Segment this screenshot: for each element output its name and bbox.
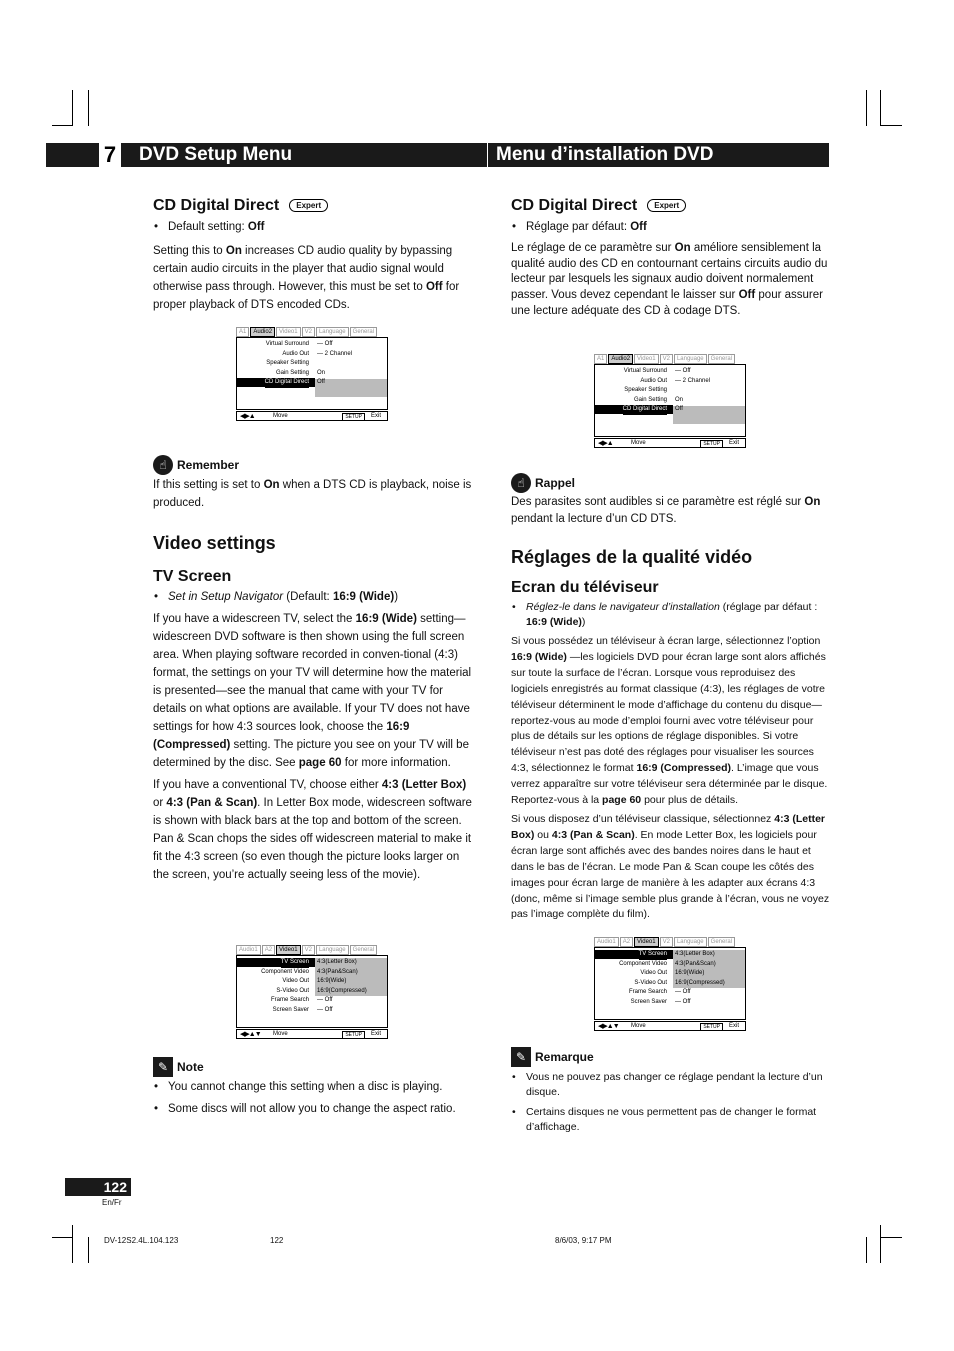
expert-badge: Expert: [647, 199, 686, 212]
header-bar-fr: [488, 143, 829, 167]
remember-title: Remember: [177, 458, 240, 472]
osd-row-label: Audio Out: [640, 377, 667, 384]
osd-tab: V2: [660, 354, 673, 364]
osd-video-screen-fr: [594, 937, 746, 1031]
osd-row: [595, 950, 745, 960]
osd-row-value: On: [317, 369, 326, 376]
osd-row: [237, 1006, 387, 1016]
osd-row: [237, 968, 387, 978]
osd-setup-key: SETUP: [342, 413, 365, 421]
osd-tab: Audio1: [236, 945, 261, 955]
note-title: Note: [177, 1060, 204, 1074]
osd-row-label: TV Screen: [639, 950, 667, 960]
crop-mark: [88, 90, 89, 126]
osd-row-label: Virtual Surround: [623, 368, 667, 374]
osd-row-value: 4:3(Letter Box): [675, 951, 715, 957]
osd-body: [594, 364, 746, 437]
osd-row-value: 16:9(Compressed): [675, 979, 725, 986]
osd-tab: General: [350, 327, 377, 337]
osd-footer: [594, 1021, 746, 1031]
cd-digital-direct-heading-en: [153, 197, 473, 215]
default-value: Off: [247, 221, 265, 233]
osd-tab: A2: [620, 937, 633, 947]
osd-tabs: [594, 354, 746, 364]
heading-text: CD Digital Direct: [511, 197, 638, 214]
osd-tab: General: [708, 937, 735, 947]
video-settings-heading-en: Video settings: [153, 533, 276, 553]
default-setting-fr: [511, 219, 831, 236]
osd-row-label: CD Digital Direct: [265, 378, 309, 388]
osd-row-value: — Off: [317, 341, 333, 347]
default-label: Réglage par défaut:: [526, 221, 631, 233]
crop-mark: [880, 1237, 902, 1238]
remarque-heading: [511, 1047, 833, 1067]
osd-footer: [236, 411, 388, 421]
crop-mark: [52, 125, 73, 126]
tv-bullet-fr: • Réglez-le dans le navigateur d’installation (réglage par défaut : 16:9 (Wide)): [511, 600, 831, 630]
page-title-fr: Menu d’installation DVD: [496, 144, 714, 165]
osd-row-value: Off: [675, 406, 683, 413]
rappel-icon: ☝: [511, 473, 531, 493]
osd-tab: Language: [316, 327, 349, 337]
osd-row: [237, 340, 387, 350]
osd-row: [595, 988, 745, 998]
osd-move-label: Move: [631, 440, 646, 446]
note-pencil-icon: ✎: [153, 1057, 173, 1077]
osd-row: [595, 377, 745, 387]
osd-row: [237, 987, 387, 997]
remember-text: If this setting is set to On when a DTS CD is playback, noise is produced.: [153, 479, 472, 509]
osd-row: [595, 396, 745, 406]
osd-row-label: Gain Setting: [275, 369, 309, 376]
osd-row-label: Speaker Setting: [624, 387, 667, 394]
arrow-keys-icon: ◀▶▲▼: [240, 1031, 261, 1038]
osd-tab: V2: [660, 937, 673, 947]
osd-row-value: — Off: [317, 1007, 333, 1013]
heading-text: CD Digital Direct: [153, 197, 280, 214]
osd-row-value: On: [675, 396, 684, 403]
cd-paragraph-fr: Le réglage de ce paramètre sur On améliore sensiblement la qualité audio des CD en contournant certains circuits audio du lecteur par lesquels les signaux audio doivent normalement passer. Vous devez cependant le laisser sur Off pour assurer une lecture adéquate des CD à codage DTS.: [511, 242, 828, 317]
osd-row-label: S-Video Out: [276, 987, 309, 994]
osd-tab: A2: [262, 945, 275, 955]
tv-paragraph-1-en: If you have a widescreen TV, select the 16:9 (Wide) setting—widescreen DVD software is then shown using the full screen area. When playing software recorded in conven-tional (4:3) format, the settings on your TV will determine how the material is presented—see the manual that came with your TV for details on what options are available. If your TV does not have settings for how 4:3 sources look, choose the 16:9 (Compressed) setting. The picture you see on your TV will be determined by the disc. See page 60 for more information.: [153, 613, 472, 769]
osd-footer: [236, 1029, 388, 1039]
osd-row: [237, 977, 387, 987]
osd-tab: A1: [236, 327, 249, 337]
osd-setup-key: SETUP: [342, 1031, 365, 1039]
note-item: • You cannot change this setting when a disc is playing.: [153, 1079, 473, 1096]
osd-tab: Audio2: [608, 354, 633, 364]
osd-move-label: Move: [631, 1023, 646, 1029]
page-code: 122: [270, 1236, 284, 1245]
osd-tabs: [236, 327, 388, 337]
tv-screen-heading-en: TV Screen: [153, 568, 232, 585]
crop-mark: [880, 125, 902, 126]
remember-heading: [153, 455, 473, 475]
page-number: 122: [103, 1179, 127, 1195]
cd-digital-direct-heading-fr: [511, 197, 831, 215]
tv-paragraph-2-fr: Si vous disposez d’un téléviseur classique, sélectionnez 4:3 (Letter Box) ou 4:3 (Pan & Scan). En mode Letter Box, les logiciels pour écran large sont affichés avec des bandes noires dans le haut et dans le bas de l’écran. Le mode Pan & Scan coupe les côtés des images pour écran large de manière à les adapter aux écrans 4:3 (donc, même si l’image semble plus grande à l’écran, vous ne voyez pas l’image complète du film).: [511, 812, 830, 921]
osd-row-label: Frame Search: [270, 997, 309, 1004]
osd-row: [237, 378, 387, 388]
note-item: • Vous ne pouvez pas changer ce réglage pendant la lecture d’un disque.: [511, 1070, 833, 1100]
crop-mark: [880, 90, 881, 126]
osd-row: [595, 367, 745, 377]
osd-tab: Audio1: [594, 937, 619, 947]
osd-footer: [594, 438, 746, 448]
osd-tab: V2: [302, 327, 315, 337]
osd-row-value: 4:3(Pan&Scan): [675, 960, 716, 967]
osd-row-value: 16:9(Wide): [675, 970, 705, 977]
osd-tab: General: [350, 945, 377, 955]
osd-row-value: — 2 Channel: [317, 350, 353, 357]
video-settings-heading-fr: Réglages de la qualité vidéo: [511, 547, 753, 567]
expert-badge: Expert: [289, 199, 328, 212]
osd-tab: Video1: [276, 945, 301, 955]
osd-row-label: CD Digital Direct: [623, 405, 667, 415]
osd-move-label: Move: [273, 413, 288, 419]
remember-icon: ☝: [153, 455, 173, 475]
osd-audio-screen-en: [236, 327, 388, 421]
osd-tab: Video1: [276, 327, 301, 337]
osd-row: [595, 998, 745, 1008]
osd-exit-label: Exit: [370, 413, 381, 419]
osd-row-value: Off: [317, 379, 325, 386]
print-timestamp: 8/6/03, 9:17 PM: [555, 1236, 612, 1245]
tv-bullet-en: • Set in Setup Navigator (Default: 16:9 (Wide)): [153, 589, 473, 606]
osd-video-screen-en: [236, 945, 388, 1039]
rappel-heading: [511, 473, 831, 493]
note-pencil-icon: ✎: [511, 1047, 531, 1067]
note-item: • Some discs will not allow you to change the aspect ratio.: [153, 1101, 473, 1118]
osd-row-value: — Off: [675, 999, 691, 1005]
osd-row-label: Virtual Surround: [265, 341, 309, 347]
osd-row-value: — Off: [675, 989, 691, 996]
default-value: Off: [630, 221, 647, 233]
language-code: En/Fr: [102, 1198, 122, 1207]
tv-paragraph-1-fr: Si vous possédez un téléviseur à écran large, sélectionnez l’option 16:9 (Wide) —les logiciels DVD pour écran large sont alors affichés sur toute la surface de l’écran. Lorsque vous reproduisez des logiciels enregistrés au format classique (4:3), les réglages de votre téléviseur déterminent le mode d’affichage du contenu du disque—reportez-vous au mode d’emploi fourni avec votre téléviseur pour plus de détails sur les options de réglage disponibles. Si votre téléviseur n’est pas doté des réglages pour visualiser les sources 4:3, sélectionnez le format 16:9 (Compressed). L’image que vous verrez apparaître sur votre téléviseur sera déterminée par le disque. Reportez-vous à la page 60 pour plus de détails.: [511, 635, 828, 807]
osd-row: [595, 405, 745, 415]
osd-row: [237, 359, 387, 369]
page-title-en: DVD Setup Menu: [139, 144, 293, 165]
osd-row-label: Component Video: [261, 968, 309, 975]
osd-tab: Language: [674, 354, 707, 364]
osd-tab: Language: [316, 945, 349, 955]
osd-setup-key: SETUP: [700, 1023, 723, 1031]
crop-mark: [880, 1225, 881, 1263]
osd-row-value: 4:3(Pan&Scan): [317, 968, 358, 975]
osd-row: [595, 969, 745, 979]
crop-mark: [72, 1225, 73, 1263]
osd-row-label: Speaker Setting: [266, 360, 309, 367]
osd-row-label: S-Video Out: [634, 979, 667, 986]
arrow-keys-icon: ◀▶▲: [598, 440, 613, 447]
default-setting-en: [153, 219, 473, 236]
rappel-title: Rappel: [535, 476, 576, 490]
osd-row-label: Screen Saver: [272, 1007, 309, 1013]
osd-tab: General: [708, 354, 735, 364]
osd-row-label: Video Out: [282, 978, 309, 985]
osd-row-value: — Off: [317, 997, 333, 1004]
crop-mark: [72, 90, 73, 126]
osd-row-label: Gain Setting: [633, 396, 667, 403]
osd-row: [595, 960, 745, 970]
osd-row: [237, 369, 387, 379]
osd-body: [236, 337, 388, 410]
osd-row-value: 16:9(Wide): [317, 978, 347, 985]
osd-setup-key: SETUP: [700, 440, 723, 448]
osd-row-label: Video Out: [640, 970, 667, 977]
osd-tab: Video1: [634, 937, 659, 947]
osd-tab: Video1: [634, 354, 659, 364]
osd-tab: V2: [302, 945, 315, 955]
osd-row-label: TV Screen: [281, 958, 309, 968]
osd-tab: Language: [674, 937, 707, 947]
osd-row-value: — 2 Channel: [675, 377, 711, 384]
page-number-box: [65, 1178, 131, 1196]
osd-row: [595, 979, 745, 989]
osd-exit-label: Exit: [728, 440, 739, 446]
note-heading: [153, 1057, 473, 1077]
note-item: • Certains disques ne vous permettent pas de changer le format d’affichage.: [511, 1105, 833, 1135]
osd-row: [237, 350, 387, 360]
chapter-number: 7: [99, 143, 121, 167]
arrow-keys-icon: ◀▶▲: [240, 413, 255, 420]
osd-body: [594, 947, 746, 1020]
osd-tab: A1: [594, 354, 607, 364]
rappel-text: Des parasites sont audibles si ce paramètre est réglé sur On pendant la lecture d’un CD DTS.: [511, 496, 821, 525]
osd-row-label: Audio Out: [282, 350, 309, 357]
doc-code: DV-12S2.4L.104.123: [104, 1236, 179, 1245]
crop-mark: [866, 90, 867, 126]
osd-row-label: Screen Saver: [630, 999, 667, 1005]
osd-tabs: [236, 945, 388, 955]
osd-row: [595, 386, 745, 396]
cd-paragraph-en: Setting this to On increases CD audio quality by bypassing certain audio circuits in the player that audio signal would otherwise pass through. However, this must be set to Off for proper playback of DTS encoded CDs.: [153, 245, 460, 311]
crop-mark: [88, 1237, 89, 1263]
osd-row-value: 4:3(Letter Box): [317, 959, 357, 965]
osd-row-value: — Off: [675, 368, 691, 374]
osd-audio-screen-fr: [594, 354, 746, 448]
tv-paragraph-2-en: If you have a conventional TV, choose either 4:3 (Letter Box) or 4:3 (Pan & Scan). In Letter Box mode, widescreen software is shown with black bars at the top and bottom of the screen. Pan & Scan chops the sides off widescreen material to make it fit the 4:3 screen (so even though the picture looks larger on the screen, you’re actually seeing less of the movie).: [153, 779, 472, 881]
remarque-title: Remarque: [535, 1050, 594, 1064]
osd-row-label: Component Video: [619, 960, 667, 967]
osd-row-value: 16:9(Compressed): [317, 987, 367, 994]
osd-row: [237, 958, 387, 968]
osd-tab: Audio2: [250, 327, 275, 337]
osd-body: [236, 955, 388, 1028]
arrow-keys-icon: ◀▶▲▼: [598, 1023, 619, 1030]
osd-exit-label: Exit: [728, 1023, 739, 1029]
tv-screen-heading-fr: Ecran du téléviseur: [511, 579, 659, 596]
osd-exit-label: Exit: [370, 1031, 381, 1037]
default-label: Default setting:: [168, 221, 248, 233]
osd-move-label: Move: [273, 1031, 288, 1037]
crop-mark: [866, 1237, 867, 1263]
osd-tabs: [594, 937, 746, 947]
osd-row: [237, 996, 387, 1006]
osd-row-label: Frame Search: [628, 989, 667, 996]
crop-mark: [52, 1237, 73, 1238]
